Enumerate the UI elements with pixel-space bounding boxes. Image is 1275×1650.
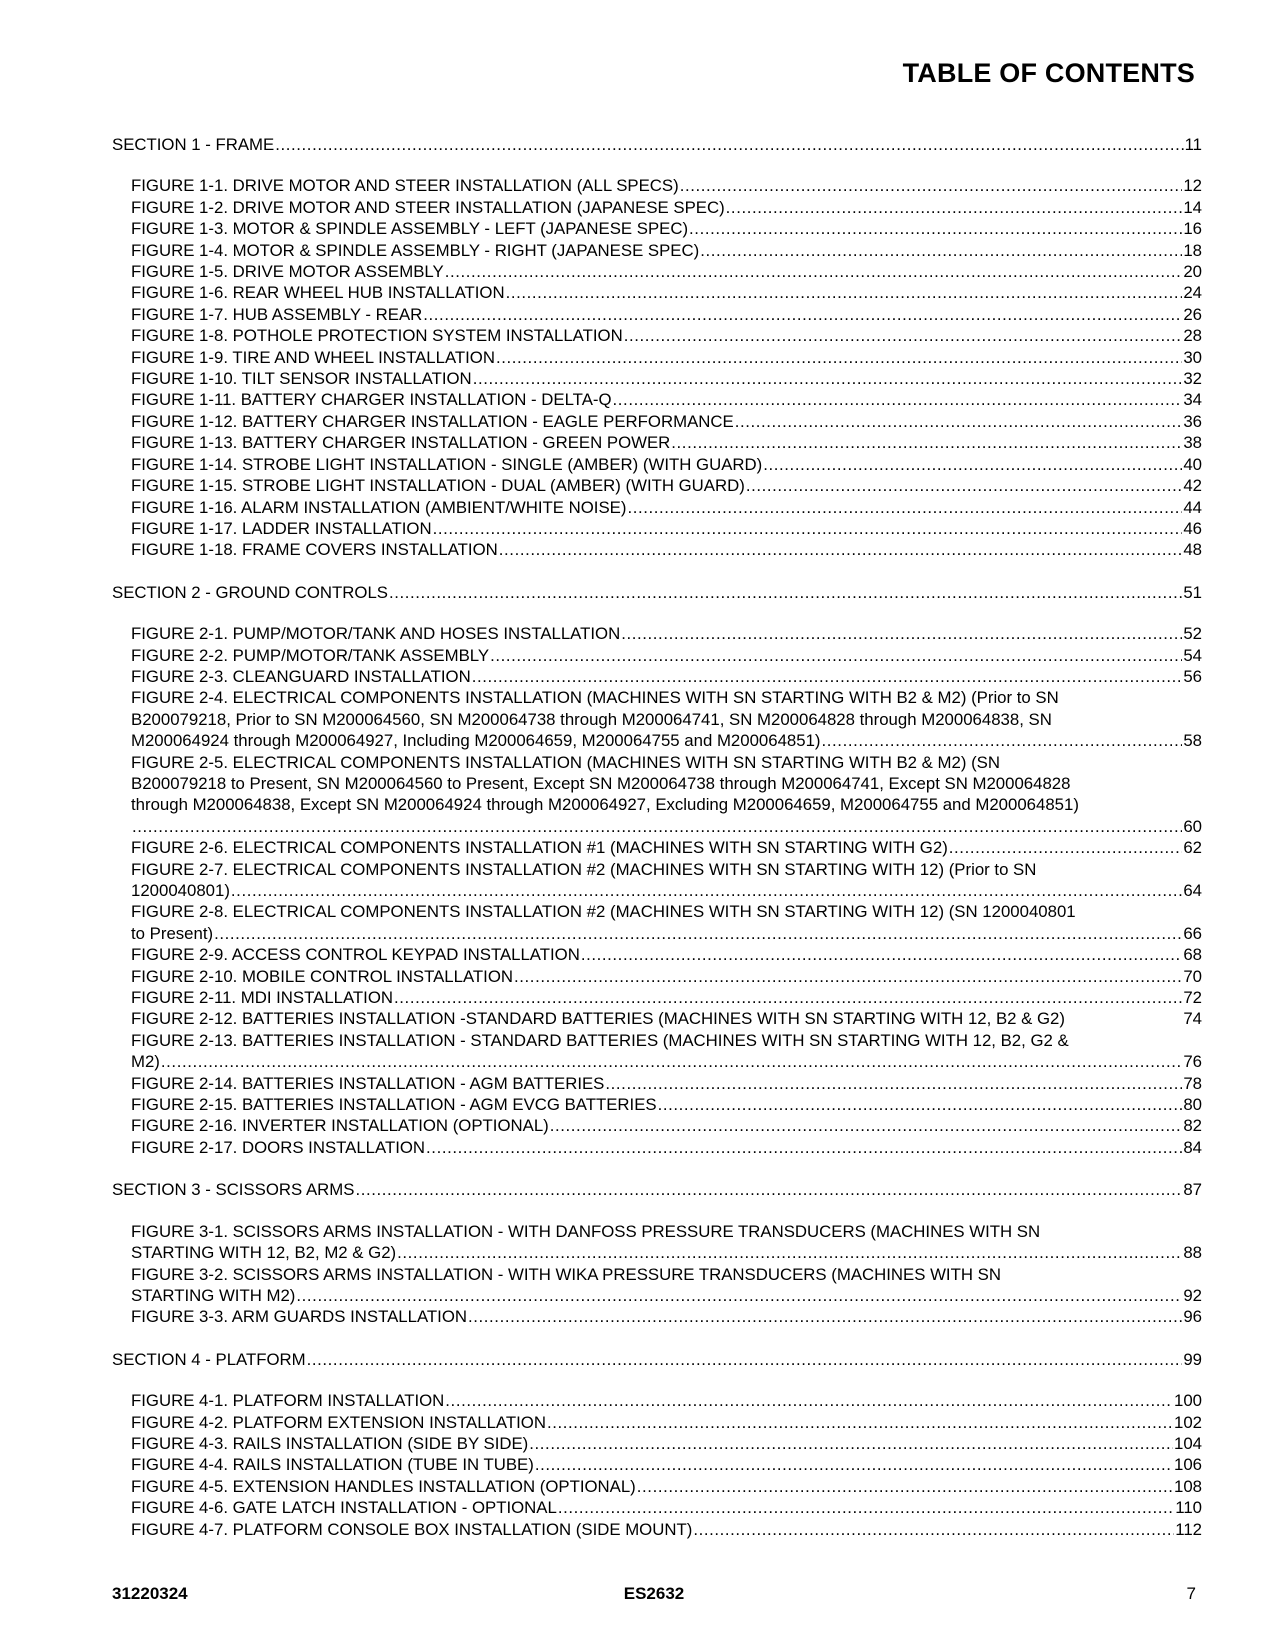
toc-figure-entry[interactable]	[112, 304, 1202, 325]
toc-page-number: 26	[1183, 304, 1202, 324]
toc-section-entry[interactable]	[112, 582, 1202, 603]
toc-figure-label-line: to Present)	[131, 923, 214, 943]
dot-leader	[581, 944, 1182, 965]
toc-figure-entry[interactable]	[112, 1115, 1202, 1136]
toc-section	[112, 1349, 1202, 1540]
dot-leader	[949, 837, 1183, 858]
toc-page-number: 14	[1183, 197, 1202, 217]
dot-leader	[700, 240, 1182, 261]
toc-figure-label: FIGURE 1-4. MOTOR & SPINDLE ASSEMBLY - RIGHT (JAPANESE SPEC)	[131, 240, 700, 260]
dot-leader	[558, 1497, 1174, 1518]
toc-figure-label: FIGURE 1-3. MOTOR & SPINDLE ASSEMBLY - LEFT (JAPANESE SPEC)	[131, 219, 689, 239]
toc-figure-label: FIGURE 4-6. GATE LATCH INSTALLATION - OPTIONAL	[131, 1498, 557, 1518]
toc-figure-entry[interactable]	[112, 175, 1202, 196]
toc-figure-entry[interactable]	[112, 987, 1202, 1008]
dot-leader	[132, 816, 1182, 837]
toc-page-number: 106	[1174, 1455, 1202, 1475]
toc-figure-label: FIGURE 2-12. BATTERIES INSTALLATION -STANDARD BATTERIES (MACHINES WITH SN STARTING WITH 12, B2 & G2)	[131, 1009, 1065, 1029]
toc-figure-entry[interactable]	[112, 859, 1202, 902]
toc-figure-label-line: FIGURE 2-5. ELECTRICAL COMPONENTS INSTALLATION (MACHINES WITH SN STARTING WITH B2 & M2) (SN	[131, 752, 1000, 772]
dot-leader	[535, 1454, 1173, 1475]
toc-page-number: 108	[1174, 1476, 1202, 1496]
toc-page-number: 18	[1183, 240, 1202, 260]
toc-page-number: 51	[1183, 582, 1202, 602]
toc-figure-label: FIGURE 2-11. MDI INSTALLATION	[131, 988, 394, 1008]
toc-page-number: 24	[1183, 283, 1202, 303]
dot-leader	[613, 389, 1183, 410]
toc-figure-last-line	[131, 923, 1202, 944]
toc-figure-entry[interactable]	[112, 1476, 1202, 1497]
toc-figure-entry[interactable]	[112, 1454, 1202, 1475]
toc-figure-entry[interactable]	[112, 666, 1202, 687]
toc-figure-label: FIGURE 1-11. BATTERY CHARGER INSTALLATION - DELTA-Q	[131, 390, 612, 410]
toc-figure-label: FIGURE 4-2. PLATFORM EXTENSION INSTALLATION	[131, 1412, 546, 1432]
toc-figure-entry[interactable]	[112, 240, 1202, 261]
dot-leader	[468, 1306, 1182, 1327]
toc-page-number: 28	[1183, 326, 1202, 346]
dot-leader	[394, 987, 1182, 1008]
footer-doc-number: 31220324	[112, 1584, 188, 1603]
toc-figure-label: FIGURE 2-16. INVERTER INSTALLATION (OPTIONAL)	[131, 1116, 549, 1136]
toc-page-number: 99	[1183, 1349, 1202, 1369]
toc-page-number: 78	[1183, 1073, 1202, 1093]
toc-figure-last-line	[131, 730, 1202, 751]
toc-page-number: 30	[1183, 347, 1202, 367]
toc-figure-last-line	[131, 816, 1202, 837]
toc-figure-entry[interactable]	[112, 197, 1202, 218]
toc-figure-entry[interactable]	[112, 1264, 1202, 1307]
toc-figure-entry[interactable]	[112, 368, 1202, 389]
toc-figure-last-line	[131, 1242, 1202, 1263]
toc-figure-label: FIGURE 1-13. BATTERY CHARGER INSTALLATION - GREEN POWER	[131, 433, 671, 453]
dot-leader	[426, 1137, 1182, 1158]
toc-figure-label-line: B200079218, Prior to SN M200064560, SN M200064738 through M200064741, SN M200064828 through M200064838, SN	[131, 709, 1052, 729]
toc-figure-entry[interactable]	[112, 282, 1202, 303]
dot-leader	[680, 175, 1183, 196]
toc-figure-label: FIGURE 1-17. LADDER INSTALLATION	[131, 518, 432, 538]
toc-figure-entry[interactable]	[112, 645, 1202, 666]
dot-leader	[693, 1519, 1174, 1540]
dot-leader	[499, 539, 1183, 560]
toc-figure-entry[interactable]	[112, 1030, 1202, 1073]
dot-leader	[275, 134, 1183, 155]
dot-leader	[529, 1433, 1173, 1454]
toc-figure-label: FIGURE 1-6. REAR WHEEL HUB INSTALLATION	[131, 283, 505, 303]
footer-model: ES2632	[623, 1584, 685, 1603]
toc-figure-last-line	[131, 1285, 1202, 1306]
toc-figure-entry[interactable]	[112, 1433, 1202, 1454]
toc-figure-label: FIGURE 2-6. ELECTRICAL COMPONENTS INSTALLATION #1 (MACHINES WITH SN STARTING WITH G2)	[131, 838, 948, 858]
toc-page-number: 64	[1183, 881, 1202, 900]
toc-page-number: 11	[1184, 135, 1202, 154]
dot-leader	[621, 623, 1182, 644]
dot-leader	[658, 1094, 1183, 1115]
toc-page-number: 34	[1183, 390, 1202, 410]
toc-page-number: 32	[1183, 369, 1202, 389]
toc-page-number: 16	[1183, 219, 1202, 239]
dot-leader	[445, 261, 1183, 282]
toc-page-number: 102	[1174, 1412, 1202, 1432]
dot-leader	[550, 1115, 1183, 1136]
toc-section-label: SECTION 4 - PLATFORM	[112, 1349, 306, 1369]
toc-figure-label: FIGURE 1-15. STROBE LIGHT INSTALLATION - DUAL (AMBER) (WITH GUARD)	[131, 476, 745, 496]
toc-figure-label: FIGURE 1-9. TIRE AND WHEEL INSTALLATION	[131, 347, 495, 367]
toc-page-number: 48	[1183, 540, 1202, 560]
toc-figure-label: FIGURE 2-14. BATTERIES INSTALLATION - AGM BATTERIES	[131, 1073, 605, 1093]
dot-leader	[472, 666, 1183, 687]
toc-section	[112, 582, 1202, 1159]
toc-figure-label: FIGURE 2-9. ACCESS CONTROL KEYPAD INSTALLATION	[131, 945, 580, 965]
toc-figure-entry[interactable]	[112, 1221, 1202, 1264]
toc-section-label: SECTION 1 - FRAME	[112, 135, 275, 154]
toc-figure-entry[interactable]	[112, 347, 1202, 368]
toc-figure-label: FIGURE 1-14. STROBE LIGHT INSTALLATION - SINGLE (AMBER) (WITH GUARD)	[131, 454, 763, 474]
toc-figure-entry[interactable]	[112, 432, 1202, 453]
toc-page-number: 82	[1183, 1116, 1202, 1136]
toc-section-label: SECTION 2 - GROUND CONTROLS	[112, 582, 388, 602]
toc-figure-label: FIGURE 1-10. TILT SENSOR INSTALLATION	[131, 369, 472, 389]
toc-figure-label: FIGURE 1-8. POTHOLE PROTECTION SYSTEM INSTALLATION	[131, 326, 623, 346]
dot-leader	[490, 645, 1182, 666]
toc-page-number: 44	[1183, 497, 1202, 517]
toc-figure-label: FIGURE 1-5. DRIVE MOTOR ASSEMBLY	[131, 262, 444, 282]
toc-figure-entry[interactable]	[112, 1137, 1202, 1158]
toc-page-number: 92	[1183, 1285, 1202, 1305]
toc-figure-entry[interactable]	[112, 325, 1202, 346]
toc-figure-entry[interactable]	[112, 1008, 1202, 1029]
dot-leader	[296, 1285, 1182, 1306]
toc-figure-label-line: M2)	[131, 1052, 160, 1072]
toc-page-number: 100	[1174, 1391, 1202, 1411]
toc-page-number: 52	[1183, 624, 1202, 644]
toc-page-number: 74	[1183, 1009, 1202, 1029]
toc-figure-last-line	[131, 1051, 1202, 1072]
toc-figure-label: FIGURE 1-18. FRAME COVERS INSTALLATION	[131, 540, 498, 560]
toc-page-number: 76	[1183, 1052, 1202, 1072]
dot-leader	[689, 218, 1182, 239]
toc-figure-label: FIGURE 2-15. BATTERIES INSTALLATION - AGM EVCG BATTERIES	[131, 1095, 657, 1115]
toc-page-number: 38	[1183, 433, 1202, 453]
toc-figure-label-line: FIGURE 3-1. SCISSORS ARMS INSTALLATION - WITH DANFOSS PRESSURE TRANSDUCERS (MACHINES WITH SN	[131, 1221, 1041, 1241]
toc-figure-entry[interactable]	[112, 966, 1202, 987]
toc-figure-entry[interactable]	[112, 411, 1202, 432]
toc-figure-label-line: M200064924 through M200064927, Including M200064659, M200064755 and M200064851)	[131, 731, 821, 751]
dot-leader	[231, 880, 1182, 901]
toc-figure-label-line: B200079218 to Present, SN M200064560 to Present, Except SN M200064738 through M200064741, Except SN M200064828	[131, 773, 1071, 793]
toc-figure-label-line: through M200064838, Except SN M200064924 through M200064927, Excluding M200064659, M200064755 and M200064851)	[131, 795, 1079, 815]
dot-leader	[433, 518, 1183, 539]
toc-page-number: 104	[1174, 1433, 1202, 1453]
footer-page-number: 7	[1186, 1584, 1196, 1603]
dot-leader	[397, 1242, 1182, 1263]
toc-figure-entry[interactable]	[112, 261, 1202, 282]
dot-leader	[624, 325, 1183, 346]
toc-page-number: 40	[1183, 454, 1202, 474]
toc-figure-label: FIGURE 4-3. RAILS INSTALLATION (SIDE BY SIDE)	[131, 1433, 529, 1453]
dot-leader	[671, 432, 1182, 453]
toc-figure-entry[interactable]	[112, 1390, 1202, 1411]
toc-figure-entry[interactable]	[112, 901, 1202, 944]
toc-page-number: 20	[1183, 262, 1202, 282]
toc-page-number: 54	[1183, 645, 1202, 665]
toc-figure-entry[interactable]	[112, 837, 1202, 858]
toc-figure-label: FIGURE 2-17. DOORS INSTALLATION	[131, 1137, 426, 1157]
dot-leader	[214, 923, 1182, 944]
toc-page-number: 46	[1183, 518, 1202, 538]
toc-page-number: 68	[1183, 945, 1202, 965]
toc-page-number: 96	[1183, 1307, 1202, 1327]
toc-page-number: 88	[1183, 1243, 1202, 1263]
toc-figure-entry[interactable]	[112, 1497, 1202, 1518]
toc-figure-entry[interactable]	[112, 475, 1202, 496]
toc-page-number: 62	[1183, 838, 1202, 858]
toc-figure-entry[interactable]	[112, 497, 1202, 518]
toc-figure-entry[interactable]	[112, 454, 1202, 475]
toc-page-number: 72	[1183, 988, 1202, 1008]
dot-leader	[445, 1390, 1173, 1411]
toc-page-number: 87	[1183, 1180, 1202, 1200]
toc-figure-entry[interactable]	[112, 944, 1202, 965]
dot-leader	[473, 368, 1183, 389]
toc-figure-entry[interactable]	[112, 518, 1202, 539]
toc-page-number: 42	[1183, 476, 1202, 496]
dot-leader	[746, 475, 1183, 496]
toc-section-label: SECTION 3 - SCISSORS ARMS	[112, 1180, 355, 1200]
toc-figure-label: FIGURE 2-10. MOBILE CONTROL INSTALLATION	[131, 966, 514, 986]
toc-figure-label: FIGURE 1-12. BATTERY CHARGER INSTALLATION - EAGLE PERFORMANCE	[131, 411, 734, 431]
toc-figure-label: FIGURE 4-4. RAILS INSTALLATION (TUBE IN TUBE)	[131, 1455, 534, 1475]
toc-page-number: 84	[1183, 1137, 1202, 1157]
toc-page-number: 70	[1183, 966, 1202, 986]
dot-leader	[763, 454, 1182, 475]
toc-figure-label: FIGURE 2-3. CLEANGUARD INSTALLATION	[131, 666, 471, 686]
toc-page-number: 36	[1183, 411, 1202, 431]
toc-page-number: 80	[1183, 1095, 1202, 1115]
toc-figure-entry[interactable]	[112, 752, 1202, 838]
toc-figure-entry[interactable]	[112, 1094, 1202, 1115]
toc-figure-label: FIGURE 4-7. PLATFORM CONSOLE BOX INSTALLATION (SIDE MOUNT)	[131, 1519, 693, 1539]
dot-leader	[605, 1073, 1182, 1094]
toc-figure-label-line: FIGURE 2-7. ELECTRICAL COMPONENTS INSTALLATION #2 (MACHINES WITH SN STARTING WITH 12) (Prior to SN	[131, 859, 1037, 879]
toc-figure-label-line: FIGURE 2-13. BATTERIES INSTALLATION - STANDARD BATTERIES (MACHINES WITH SN STARTING WITH 12, B2, G2 &	[131, 1030, 1069, 1050]
toc-figure-entry[interactable]	[112, 623, 1202, 644]
toc-page-number: 66	[1183, 923, 1202, 943]
toc-figure-entry[interactable]	[112, 687, 1202, 751]
toc-section-entry[interactable]	[112, 1349, 1202, 1370]
toc-figure-entry[interactable]	[112, 218, 1202, 239]
toc-page-number: 56	[1183, 666, 1202, 686]
toc-figure-label-line: FIGURE 2-8. ELECTRICAL COMPONENTS INSTALLATION #2 (MACHINES WITH SN STARTING WITH 12) (SN 1200040801	[131, 902, 1076, 922]
toc-figure-label: FIGURE 3-3. ARM GUARDS INSTALLATION	[131, 1307, 467, 1327]
toc-figure-entry[interactable]	[112, 1073, 1202, 1094]
toc-section	[112, 134, 1202, 561]
page-title: TABLE OF CONTENTS	[902, 58, 1195, 88]
toc-figure-label-line: 1200040801)	[131, 881, 230, 900]
toc-page-number: 112	[1175, 1519, 1202, 1539]
toc-figure-label: FIGURE 1-2. DRIVE MOTOR AND STEER INSTALLATION (JAPANESE SPEC)	[131, 197, 725, 217]
toc-figure-entry[interactable]	[112, 539, 1202, 560]
dot-leader	[389, 582, 1182, 603]
dot-leader	[637, 1476, 1173, 1497]
toc-section	[112, 1179, 1202, 1327]
dot-leader	[496, 347, 1182, 368]
toc-section-entry[interactable]	[112, 134, 1202, 155]
dot-leader	[726, 197, 1183, 218]
toc-figure-last-line	[131, 880, 1202, 901]
dot-leader	[735, 411, 1183, 432]
toc-figure-label-line: STARTING WITH M2)	[131, 1285, 296, 1305]
toc-page-number: 60	[1183, 816, 1202, 836]
dot-leader	[355, 1179, 1182, 1200]
toc-figure-label: FIGURE 4-1. PLATFORM INSTALLATION	[131, 1391, 445, 1411]
toc-page-number: 58	[1183, 731, 1202, 751]
dot-leader	[161, 1051, 1182, 1072]
dot-leader	[307, 1349, 1183, 1370]
dot-leader	[514, 966, 1182, 987]
toc-figure-label: FIGURE 1-7. HUB ASSEMBLY - REAR	[131, 304, 423, 324]
toc-figure-entry[interactable]	[112, 1306, 1202, 1327]
dot-leader	[547, 1412, 1173, 1433]
toc-figure-entry[interactable]	[112, 389, 1202, 410]
toc-page-number: 12	[1183, 176, 1202, 196]
dot-leader	[627, 497, 1182, 518]
toc-figure-label: FIGURE 1-1. DRIVE MOTOR AND STEER INSTALLATION (ALL SPECS)	[131, 176, 679, 196]
toc-figure-label: FIGURE 1-16. ALARM INSTALLATION (AMBIENT/WHITE NOISE)	[131, 497, 627, 517]
toc-figure-label-line: FIGURE 2-4. ELECTRICAL COMPONENTS INSTALLATION (MACHINES WITH SN STARTING WITH B2 & M2) (Prior to SN	[131, 688, 1059, 708]
dot-leader	[822, 730, 1183, 751]
table-of-contents	[112, 134, 1202, 1561]
toc-figure-entry[interactable]	[112, 1519, 1202, 1540]
toc-figure-label: FIGURE 4-5. EXTENSION HANDLES INSTALLATION (OPTIONAL)	[131, 1476, 636, 1496]
toc-figure-label: FIGURE 2-2. PUMP/MOTOR/TANK ASSEMBLY	[131, 645, 490, 665]
toc-figure-label-line: STARTING WITH 12, B2, M2 & G2)	[131, 1243, 397, 1263]
toc-figure-label-line: FIGURE 3-2. SCISSORS ARMS INSTALLATION - WITH WIKA PRESSURE TRANSDUCERS (MACHINES WITH SN	[131, 1264, 1001, 1284]
dot-leader	[506, 282, 1183, 303]
toc-figure-entry[interactable]	[112, 1412, 1202, 1433]
toc-section-entry[interactable]	[112, 1179, 1202, 1200]
dot-leader	[423, 304, 1182, 325]
toc-figure-label: FIGURE 2-1. PUMP/MOTOR/TANK AND HOSES INSTALLATION	[131, 624, 621, 644]
toc-page-number: 110	[1175, 1498, 1202, 1518]
